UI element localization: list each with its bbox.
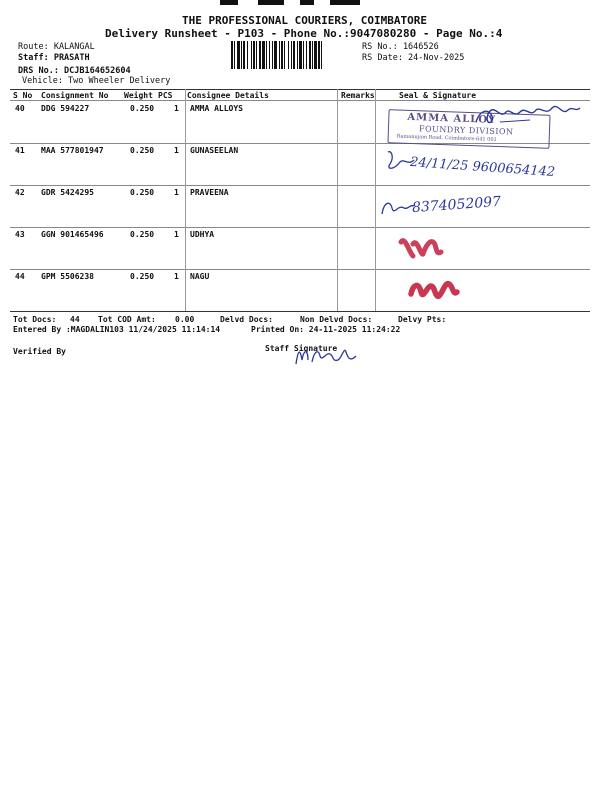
col-divider xyxy=(185,89,186,311)
col-header-seal: Seal & Signature xyxy=(399,91,477,100)
cell-weight: 0.250 xyxy=(130,188,155,197)
cell-pcs: 1 xyxy=(174,230,179,239)
col-header-consignee: Consignee Details xyxy=(187,91,269,100)
vehicle-label: Vehicle: Two Wheeler Delivery xyxy=(22,76,171,86)
cell-consignment: GDR 5424295 xyxy=(41,188,94,197)
verified-by-label: Verified By xyxy=(13,347,66,356)
cell-sno: 41 xyxy=(15,146,25,155)
cell-sno: 40 xyxy=(15,104,25,113)
runsheet-title: Delivery Runsheet - P103 - Phone No.:9047080280 - Page No.:4 xyxy=(105,27,503,40)
cell-weight: 0.250 xyxy=(130,146,155,155)
printed-on: Printed On: 24-11-2025 11:24:22 xyxy=(251,325,401,334)
col-header-consignment: Consignment No xyxy=(41,91,109,100)
cell-consignee: AMMA ALLOYS xyxy=(190,104,243,113)
stamp-text-1: AMMA ALLOY xyxy=(407,111,497,126)
handwritten-date-phone: 24/11/25 9600654142 xyxy=(409,154,556,181)
signature-row40 xyxy=(470,98,590,134)
cell-consignee: PRAVEENA xyxy=(190,188,229,197)
cell-consignee: UDHYA xyxy=(190,230,215,239)
stamp-text-2: FOUNDRY DIVISION xyxy=(418,124,514,137)
lip-mark-row43 xyxy=(395,232,445,262)
cell-pcs: 1 xyxy=(174,104,179,113)
rs-date: RS Date: 24-Nov-2025 xyxy=(362,53,465,63)
col-divider xyxy=(375,89,376,311)
row-divider xyxy=(10,185,590,186)
row-divider xyxy=(10,227,590,228)
col-header-remarks: Remarks xyxy=(341,91,375,100)
stamp-text-3: Ramanujam Road, Coimbatore-641 001 xyxy=(396,133,497,143)
row-divider xyxy=(10,269,590,270)
cell-pcs: 1 xyxy=(174,272,179,281)
non-delvd-docs-label: Non Delvd Docs: xyxy=(300,315,373,324)
delvd-docs-label: Delvd Docs: xyxy=(220,315,273,324)
rs-number: RS No.: 1646526 xyxy=(362,42,439,52)
col-header-weight: Weight xyxy=(124,91,153,100)
cell-weight: 0.250 xyxy=(130,104,155,113)
table-bottom-rule xyxy=(10,311,590,312)
cell-pcs: 1 xyxy=(174,188,179,197)
staff-label: Staff: PRASATH xyxy=(18,53,90,63)
cell-consignment: DDG 594227 xyxy=(41,104,90,113)
cell-consignment: MAA 577801947 xyxy=(41,146,104,155)
handwritten-phone: 8374052097 xyxy=(411,193,502,217)
col-divider xyxy=(337,89,338,311)
staff-signature-label: Staff Signature xyxy=(265,344,338,353)
company-title: THE PROFESSIONAL COURIERS, COIMBATORE xyxy=(182,14,428,27)
cell-pcs: 1 xyxy=(174,146,179,155)
tot-docs-value: 44 xyxy=(70,315,80,324)
drs-number: DRS No.: DCJB164652604 xyxy=(18,66,131,76)
col-header-pcs: PCS xyxy=(158,91,173,100)
tot-cod-label: Tot COD Amt: xyxy=(98,315,156,324)
barcode xyxy=(231,41,359,69)
cell-sno: 42 xyxy=(15,188,25,197)
cell-weight: 0.250 xyxy=(130,230,155,239)
tot-docs-label: Tot Docs: xyxy=(13,315,57,324)
lip-mark-row44 xyxy=(405,272,461,306)
entered-by: Entered By :MAGDALIN103 11/24/2025 11:14:14 xyxy=(13,325,221,334)
table-top-rule xyxy=(10,89,590,90)
cell-sno: 44 xyxy=(15,272,25,281)
delvy-pts-label: Delvy Pts: xyxy=(398,315,447,324)
staff-signature xyxy=(290,338,360,370)
cell-consignee: NAGU xyxy=(190,272,210,281)
cell-consignee: GUNASEELAN xyxy=(190,146,239,155)
cell-sno: 43 xyxy=(15,230,25,239)
route-label: Route: KALANGAL xyxy=(18,42,95,52)
tot-cod-value: 0.00 xyxy=(175,315,195,324)
cell-consignment: GPM 5506238 xyxy=(41,272,94,281)
cell-weight: 0.250 xyxy=(130,272,155,281)
cell-consignment: GGN 901465496 xyxy=(41,230,104,239)
col-header-sno: S No xyxy=(13,91,33,100)
